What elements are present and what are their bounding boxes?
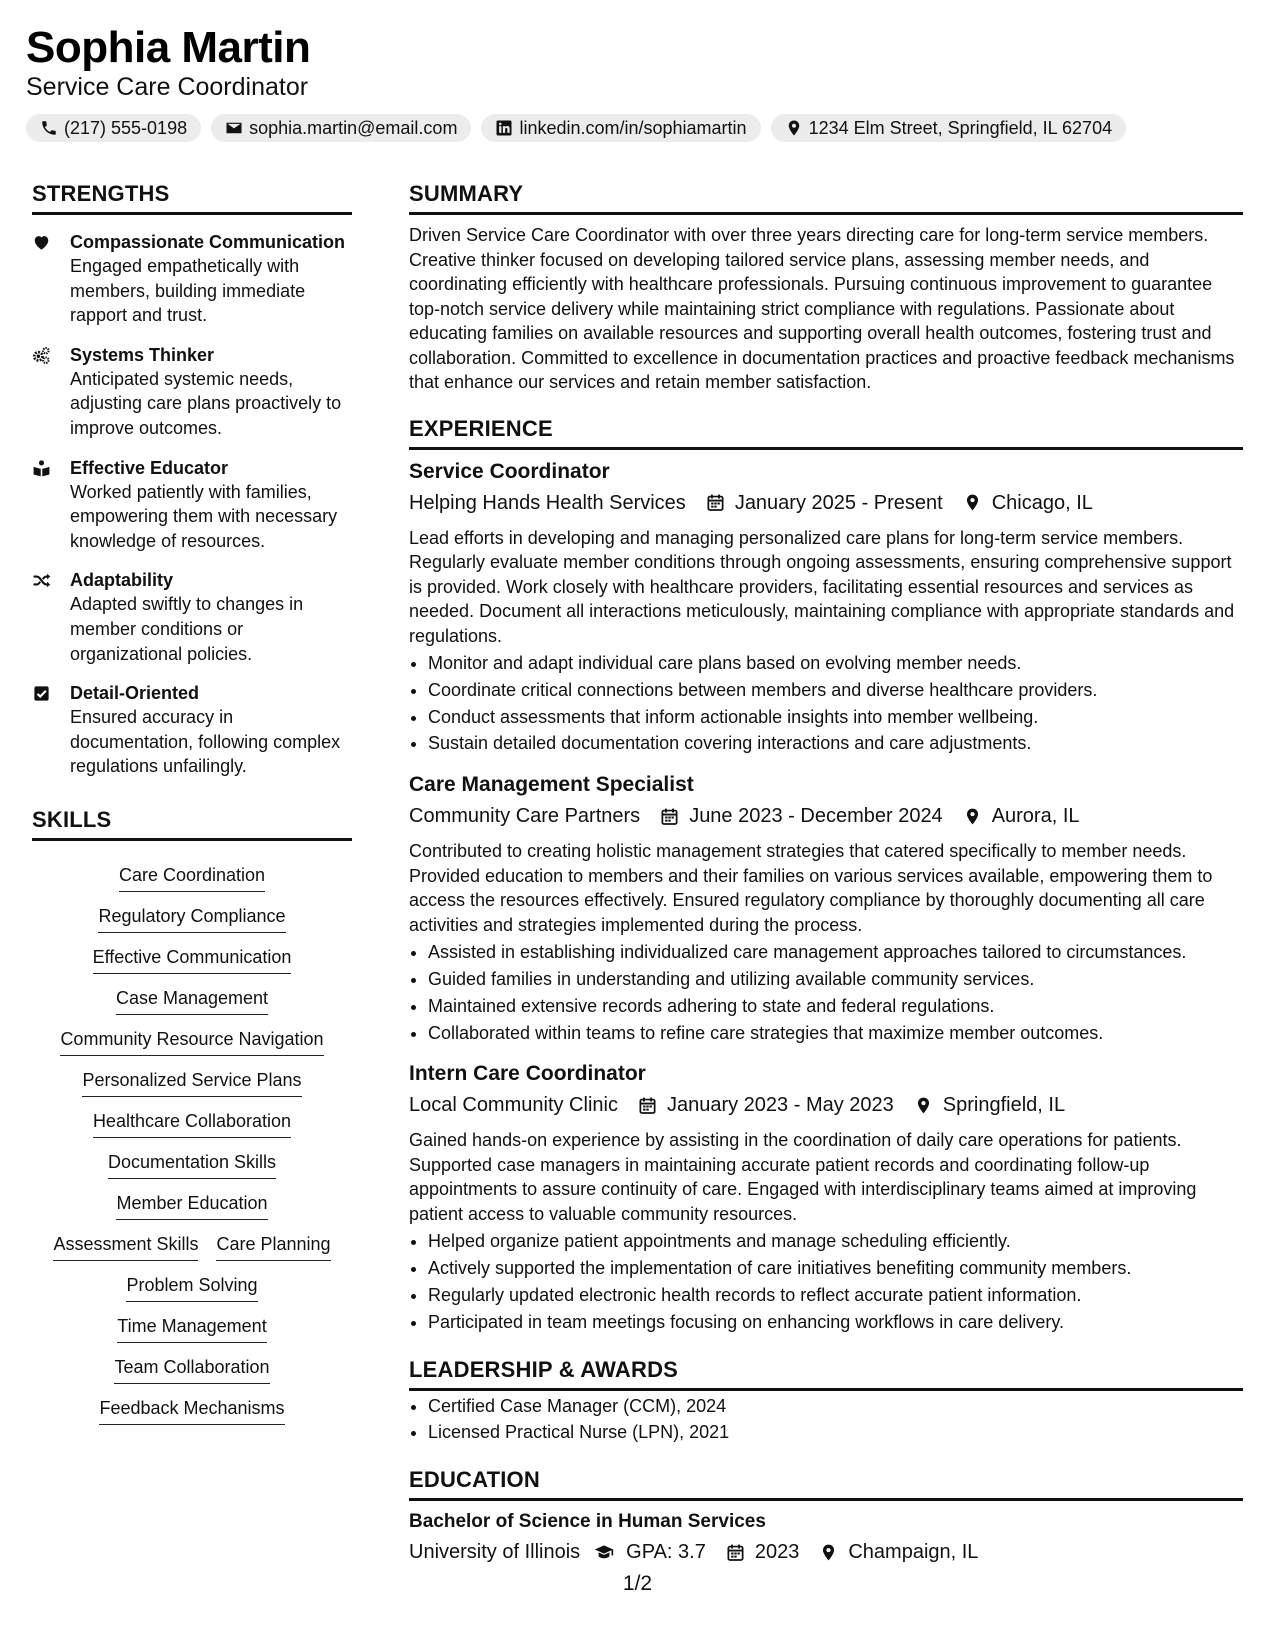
linkedin-text: linkedin.com/in/sophiamartin [519, 117, 747, 138]
skill-tag: Personalized Service Plans [82, 1068, 301, 1097]
phone-icon [40, 119, 58, 137]
envelope-icon [225, 119, 243, 137]
strengths-heading: STRENGTHS [32, 180, 352, 215]
list-item: • Actively supported the implementation of care initiatives benefiting community members. [428, 1255, 1243, 1282]
job-location: Chicago, IL [991, 491, 1093, 514]
job-company: Community Care Partners [409, 805, 641, 828]
school-location: Champaign, IL [848, 1541, 979, 1564]
strength-name: Adaptability [70, 570, 174, 591]
list-item: • Collaborated within teams to refine care strategies that maximize member outcomes. [428, 1020, 1243, 1047]
address-text: 1234 Elm Street, Springfield, IL 62704 [808, 117, 1113, 138]
map-pin-icon [963, 807, 982, 826]
calendar-icon [660, 807, 679, 826]
job-dates: January 2023 - May 2023 [666, 1094, 894, 1117]
skill-tag: Member Education [116, 1191, 267, 1220]
degree-title: Bachelor of Science in Human Services [409, 1511, 766, 1533]
school-name: University of Illinois [409, 1541, 581, 1564]
candidate-title: Service Care Coordinator [26, 73, 309, 101]
contact-linkedin[interactable] [481, 114, 760, 142]
right-column [409, 180, 1243, 1566]
strength-desc: Anticipated systemic needs, adjusting care plans proactively to improve outcomes. [70, 368, 342, 438]
job-description: Gained hands-on experience by assisting in the coordination of daily care operations for patients. Supported case managers in maintaining accurate patient records and coordinating follow-up appointments to assure continuity of care. Engaged with interdisciplinary teams aimed at improving patient access to valuable community resources. [409, 1130, 1197, 1224]
calendar-icon [726, 1543, 745, 1562]
job-dates: January 2025 - Present [734, 491, 943, 514]
job-title: Care Management Specialist [409, 773, 694, 797]
list-item: • Assisted in establishing individualized care management approaches tailored to circumstances. [428, 939, 1243, 966]
list-item: • Helped organize patient appointments and manage scheduling efficiently. [428, 1228, 1243, 1255]
shuffle-icon [32, 571, 51, 590]
list-item: • Participated in team meetings focusing on enhancing workflows in care delivery. [428, 1309, 1243, 1336]
phone-text: (217) 555-0198 [64, 117, 188, 138]
education-meta [409, 1538, 1243, 1566]
skill-tag: Feedback Mechanisms [99, 1396, 284, 1425]
job-description: Contributed to creating holistic management strategies that catered specifically to member needs. Provided education to members and their families on various services available, empowering them to access the resources effectively. Ensured regulatory compliance by thoroughly documenting all care activities and strategies implemented during the process. [409, 841, 1213, 935]
gears-icon [32, 346, 51, 365]
skill-tag: Care Planning [216, 1232, 330, 1261]
skill-tag: Team Collaboration [114, 1355, 269, 1384]
skill-tag: Case Management [116, 986, 268, 1015]
skill-tag: Effective Communication [93, 945, 292, 974]
map-pin-icon [914, 1096, 933, 1115]
contact-email[interactable] [211, 114, 471, 142]
strength-desc: Ensured accuracy in documentation, following complex regulations unfailingly. [70, 707, 341, 777]
awards-list [428, 1393, 1243, 1447]
skills-list [32, 851, 352, 1425]
list-item: • Monitor and adapt individual care plans based on evolving member needs. [428, 650, 1243, 677]
check-square-icon [32, 684, 51, 703]
awards-heading: LEADERSHIP & AWARDS [409, 1356, 1243, 1391]
contact-address [771, 114, 1127, 142]
job-entry [409, 458, 1243, 758]
linkedin-icon [495, 119, 513, 137]
summary-heading: SUMMARY [409, 180, 1243, 215]
contact-phone[interactable] [26, 114, 201, 142]
job-dates: June 2023 - December 2024 [689, 805, 943, 828]
job-bullets [428, 650, 1243, 757]
strength-name: Compassionate Communication [70, 232, 346, 252]
strength-desc: Adapted swiftly to changes in member conditions or organizational policies. [70, 594, 304, 664]
email-text: sophia.martin@email.com [249, 117, 458, 138]
strength-name: Detail-Oriented [70, 683, 200, 704]
graduation-year: 2023 [754, 1541, 800, 1564]
experience-heading: EXPERIENCE [409, 415, 1243, 450]
job-entry [409, 771, 1243, 1046]
job-company: Local Community Clinic [409, 1094, 618, 1117]
skill-tag: Assessment Skills [53, 1232, 198, 1261]
job-title: Service Coordinator [409, 459, 610, 483]
job-entry [409, 1060, 1243, 1335]
strength-item [32, 456, 352, 554]
strength-name: Effective Educator [70, 457, 229, 478]
map-pin-icon [963, 493, 982, 512]
skill-tag: Regulatory Compliance [98, 904, 285, 933]
page-number: 1/2 [622, 1572, 653, 1595]
job-meta [409, 802, 1243, 830]
skill-tag: Time Management [117, 1314, 266, 1343]
list-item: • Regularly updated electronic health records to reflect accurate patient information. [428, 1282, 1243, 1309]
skill-tag: Community Resource Navigation [60, 1027, 323, 1056]
job-company: Helping Hands Health Services [409, 491, 686, 514]
strength-desc: Engaged empathetically with members, building immediate rapport and trust. [70, 256, 306, 326]
list-item: • Conduct assessments that inform actionable insights into member wellbeing. [428, 704, 1243, 731]
strength-desc: Worked patiently with families, empowering them with necessary knowledge of resources. [70, 481, 338, 551]
calendar-icon [706, 493, 725, 512]
strength-item [32, 343, 352, 441]
list-item: • Maintained extensive records adhering to state and federal regulations. [428, 993, 1243, 1020]
skill-tag: Healthcare Collaboration [93, 1109, 291, 1138]
gpa-value: GPA: 3.7 [626, 1541, 706, 1564]
contact-bar [26, 114, 1256, 142]
strength-item [32, 681, 352, 779]
list-item: • Certified Case Manager (CCM), 2024 [428, 1393, 1243, 1420]
left-column [32, 180, 352, 1425]
strength-item [32, 230, 352, 328]
skill-tag: Problem Solving [126, 1273, 257, 1302]
skill-tag: Documentation Skills [108, 1150, 276, 1179]
job-location: Springfield, IL [942, 1094, 1066, 1117]
resume-header [26, 22, 1256, 142]
job-title: Intern Care Coordinator [409, 1062, 646, 1086]
job-meta [409, 489, 1243, 517]
summary-text: Driven Service Care Coordinator with over three years directing care for long-term service members. Creative thinker focused on developing tailored service plans, assessing member needs, and coordinating efficiently with healthcare professionals. Pursuing continuous improvement to guarantee top-notch service delivery while maintaining strict compliance with regulations. Passionate about educating families on available resources and supporting overall health outcomes, fostering trust and collaboration. Committed to excellence in documentation practices and proactive feedback mechanisms that enhance our services and retain member satisfaction. [409, 225, 1235, 392]
book-reader-icon [32, 459, 51, 478]
skills-heading: SKILLS [32, 806, 352, 841]
map-pin-icon [785, 119, 803, 137]
graduation-cap-icon [592, 1542, 616, 1562]
strength-name: Systems Thinker [70, 344, 215, 365]
calendar-icon [638, 1096, 657, 1115]
job-description: Lead efforts in developing and managing personalized care plans for long-term service members. Regularly evaluate member conditions through ongoing assessments, ensuring comprehensive support is provided. Work closely with healthcare providers, facilitating essential resources and services as needed. Document all interactions meticulously, maintaining compliance with appropriate standards and regulations. [409, 527, 1235, 646]
list-item: • Guided families in understanding and utilizing available community services. [428, 966, 1243, 993]
job-meta [409, 1091, 1243, 1119]
job-location: Aurora, IL [991, 805, 1080, 828]
map-pin-icon [819, 1543, 838, 1562]
list-item: • Sustain detailed documentation covering interactions and care adjustments. [428, 730, 1243, 757]
candidate-name: Sophia Martin [26, 23, 311, 72]
list-item: • Licensed Practical Nurse (LPN), 2021 [428, 1419, 1243, 1446]
strength-item [32, 568, 352, 666]
job-bullets [428, 939, 1243, 1046]
job-bullets [428, 1228, 1243, 1335]
education-heading: EDUCATION [409, 1466, 1243, 1501]
list-item: • Coordinate critical connections between members and diverse healthcare providers. [428, 677, 1243, 704]
skill-tag: Care Coordination [119, 863, 265, 892]
heart-icon [32, 233, 51, 252]
